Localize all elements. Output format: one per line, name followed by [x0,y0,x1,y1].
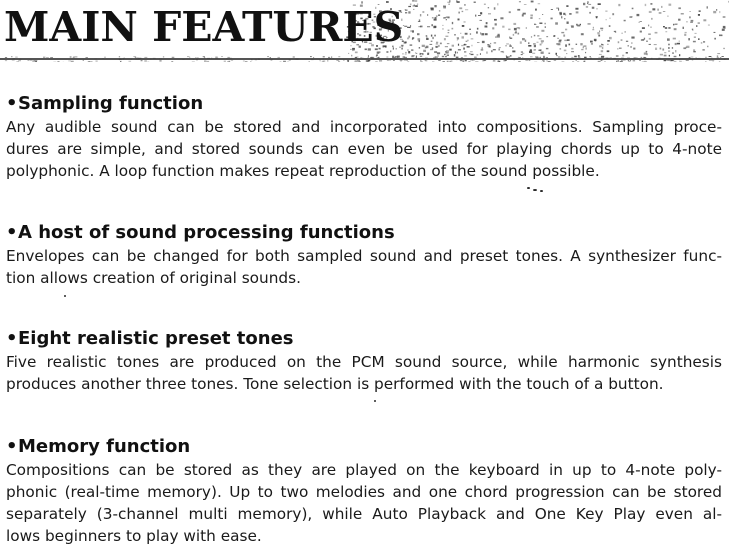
section-heading [6,221,722,245]
scan-speck [540,190,543,192]
body-line: Envelopes can be changed for both sampled sound and preset tones. A synthesizer func- [6,247,722,265]
body-line: phonic (real-time memory). Up to two melodies and one chord progression can be stored [6,483,722,501]
feature-section-preset-tones [6,327,722,395]
body-line: dures are simple, and stored sounds can even be used for playing chords up to 4-note [6,140,722,158]
body-line: separately (3-channel multi memory), while Auto Playback and One Key Play even al- [6,505,722,523]
section-heading [6,327,722,351]
body-line: Any audible sound can be stored and incorporated into compositions. Sampling proce- [6,118,722,136]
body-line: tion allows creation of original sounds. [6,269,301,287]
bullet-icon: • [6,436,18,457]
body-line: Five realistic tones are produced on the PCM sound source, while harmonic synthesis [6,353,722,371]
section-title: Memory function [18,436,191,457]
body-line: produces another three tones. Tone selection is performed with the touch of a button. [6,375,664,393]
body-line: Compositions can be stored as they are played on the keyboard in up to 4-note poly- [6,461,722,479]
scan-speck [64,295,66,297]
feature-section-sampling [6,92,722,182]
section-title: Eight realistic preset tones [18,328,294,349]
scan-speck [533,189,537,191]
section-heading [6,435,722,459]
bullet-icon: • [6,328,18,349]
bullet-icon: • [6,222,18,243]
section-heading [6,92,722,116]
feature-section-sound-processing [6,221,722,289]
section-body [6,116,722,182]
body-line: polyphonic. A loop function makes repeat reproduction of the sound possible. [6,162,600,180]
banner-texture [346,0,729,62]
feature-section-memory [6,435,722,547]
section-body [6,245,722,289]
scan-speck [527,187,530,189]
banner-rule [0,56,729,62]
scan-speck [374,400,376,402]
header-banner [0,0,729,62]
section-body [6,351,722,395]
body-line: lows beginners to play with ease. [6,527,262,545]
section-title: A host of sound processing functions [18,222,395,243]
section-body [6,459,722,547]
page-title: MAIN FEATURES [4,3,404,51]
bullet-icon: • [6,93,18,114]
section-title: Sampling function [18,93,204,114]
